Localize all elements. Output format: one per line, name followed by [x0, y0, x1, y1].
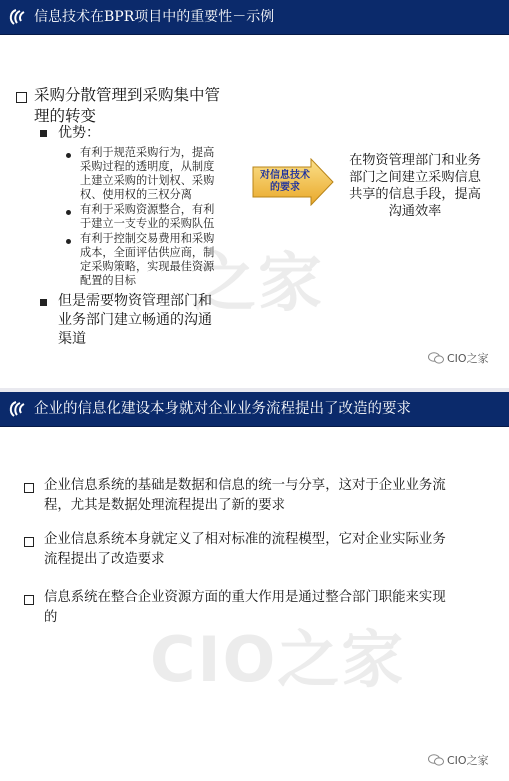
solution-line3: 共享的信息手段，提高 [349, 187, 481, 202]
point-1-line1: 企业信息系统的基础是数据和信息的统一与分享，这对于企业业务流 [44, 478, 446, 493]
square-bullet-icon [40, 299, 47, 306]
brand-text: CIO之家 [447, 754, 489, 767]
point-3-line1: 信息系统在整合企业资源方面的重大作用是通过整合部门职能来实现 [44, 590, 446, 605]
checkbox-bullet-icon [24, 483, 34, 493]
sub-point-3-line1: 有利于控制交易费用和采购 [80, 232, 215, 245]
main-point-line1: 采购分散管理到采购集中管 [34, 86, 221, 104]
dot-bullet-icon [66, 153, 71, 158]
solution-line1: 在物资管理部门和业务 [349, 153, 481, 168]
slide-2 [0, 392, 509, 781]
second-point-line3: 渠道 [58, 331, 86, 347]
slide-2-title: 企业的信息化建设本身就对企业业务流程提出了改造的要求 [34, 401, 411, 417]
logo-icon [7, 400, 27, 418]
brand-mark [428, 350, 489, 366]
watermark: CIO之家 [150, 623, 406, 696]
brand-text: CIO之家 [447, 352, 489, 365]
checkbox-bullet-icon [24, 537, 34, 547]
sub-point-3-line2: 成本，全面评估供应商，制 [80, 246, 215, 259]
solution-line4: 沟通效率 [388, 204, 442, 219]
second-point-line1: 但是需要物资管理部门和 [58, 293, 212, 309]
sub-point-2-line1: 有利于采购资源整合，有利 [80, 203, 215, 216]
point-2-line1: 企业信息系统本身就定义了相对标准的流程模型，它对企业实际业务 [44, 532, 446, 547]
dot-bullet-icon [66, 210, 71, 215]
requirement-arrow-callout [251, 158, 335, 206]
point-1-line2: 程，尤其是数据处理流程提出了新的要求 [44, 498, 286, 513]
dot-bullet-icon [66, 239, 71, 244]
solution-text [342, 152, 488, 220]
logo-icon [7, 8, 27, 26]
wechat-icon [428, 352, 444, 364]
sub-point-3-line3: 定采购策略，实现最佳资源 [80, 260, 215, 273]
sub-point-1-line1: 有利于规范采购行为，提高 [80, 146, 215, 159]
callout-line2: 的要求 [270, 182, 300, 193]
checkbox-bullet-icon [16, 92, 27, 103]
sub-point-3-line4: 配置的目标 [80, 274, 136, 287]
wechat-icon [428, 754, 444, 766]
advantage-label: 优势： [58, 125, 100, 141]
sub-point-1-line4: 权、使用权的三权分离 [80, 188, 192, 201]
watermark: 之家 [192, 247, 324, 321]
main-point-line2: 理的转变 [34, 107, 97, 125]
slide-1-title: 信息技术在BPR项目中的重要性－示例 [34, 9, 275, 25]
sub-point-1-line3: 上建立采购的计划权、采购 [80, 174, 215, 187]
square-bullet-icon [40, 130, 47, 137]
callout-line1: 对信息技术 [260, 170, 310, 181]
slide-1-header [0, 0, 509, 35]
point-3-line2: 的 [44, 610, 58, 625]
sub-point-1-line2: 采购过程的透明度，从制度 [80, 160, 215, 173]
slide-2-header [0, 392, 509, 427]
second-point-line2: 业务部门建立畅通的沟通 [58, 312, 212, 328]
slide-1 [0, 0, 509, 388]
sub-point-2-line2: 于建立一支专业的采购队伍 [80, 217, 215, 230]
point-2-line2: 流程提出了改造要求 [44, 552, 165, 567]
brand-mark [428, 752, 489, 768]
checkbox-bullet-icon [24, 595, 34, 605]
solution-line2: 部门之间建立采购信息 [349, 170, 481, 185]
